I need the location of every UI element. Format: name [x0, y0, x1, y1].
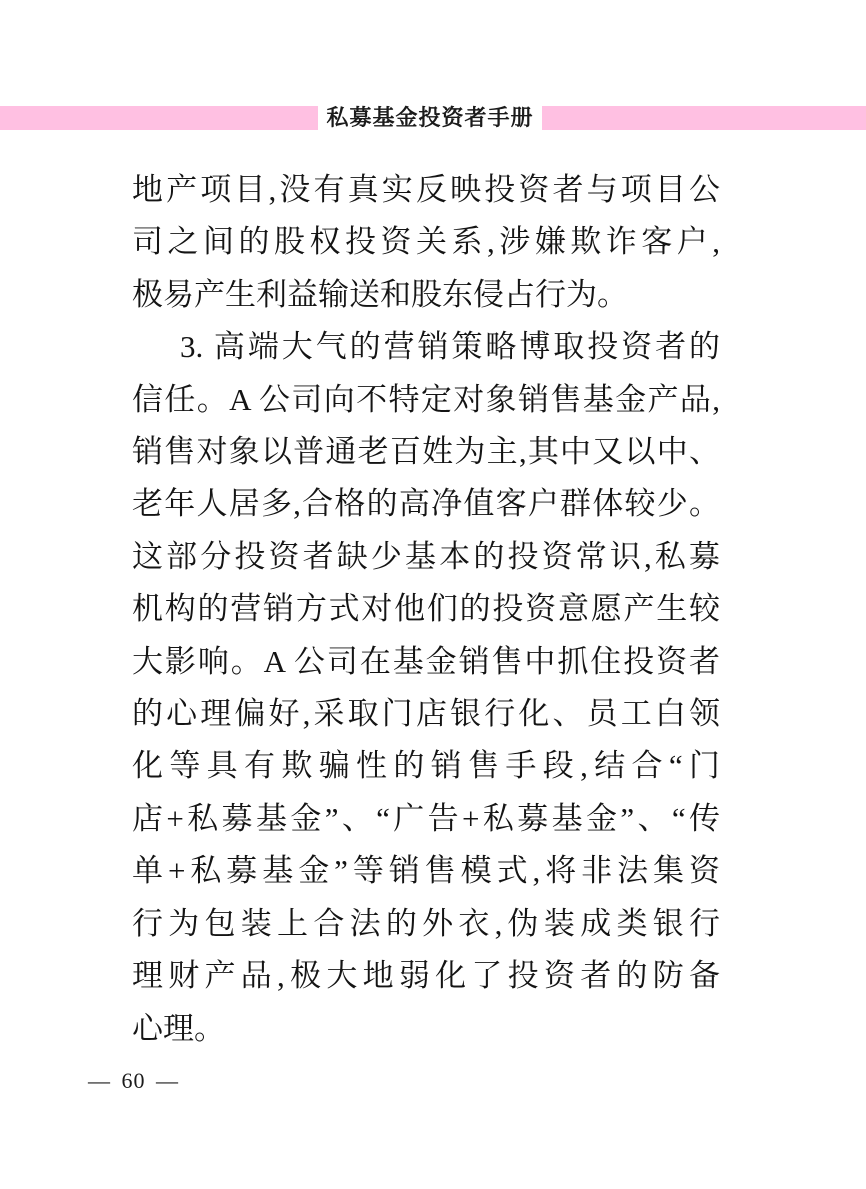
text-line: 化等具有欺骗性的销售手段,结合“门	[132, 748, 720, 784]
text-line: 3. 高端大气的营销策略博取投资者的	[180, 329, 720, 365]
text-line: 老年人居多,合格的高净值客户群体较少。	[132, 486, 720, 522]
text-line: 机构的营销方式对他们的投资意愿产生较	[132, 591, 720, 627]
body-text	[132, 164, 720, 1055]
text-line: 司之间的股权投资关系,涉嫌欺诈客户,	[132, 224, 720, 260]
text-line: 地产项目,没有真实反映投资者与项目公	[132, 172, 720, 207]
text-line: 极易产生利益输送和股东侵占行为。	[132, 276, 628, 312]
text-line: 的心理偏好,采取门店银行化、员工白领	[132, 696, 720, 732]
text-line: 大影响。A 公司在基金销售中抓住投资者	[132, 643, 720, 679]
page-header	[0, 106, 866, 130]
text-line: 行为包装上合法的外衣,伪装成类银行	[132, 905, 720, 941]
running-title: 私募基金投资者手册	[326, 105, 534, 130]
header-band-left	[0, 106, 318, 130]
text-line: 销售对象以普通老百姓为主,其中又以中、	[132, 434, 720, 470]
text-line: 单+私募基金”等销售模式,将非法集资	[132, 853, 720, 889]
page-number: — 60 —	[88, 1068, 179, 1093]
text-line: 信任。A 公司向不特定对象销售基金产品,	[132, 381, 720, 417]
text-line: 店+私募基金”、“广告+私募基金”、“传	[132, 800, 720, 836]
header-band-right	[542, 106, 866, 130]
text-line: 理财产品,极大地弱化了投资者的防备	[132, 958, 720, 994]
text-line: 心理。	[132, 1010, 225, 1046]
text-line: 这部分投资者缺少基本的投资常识,私募	[132, 538, 720, 574]
